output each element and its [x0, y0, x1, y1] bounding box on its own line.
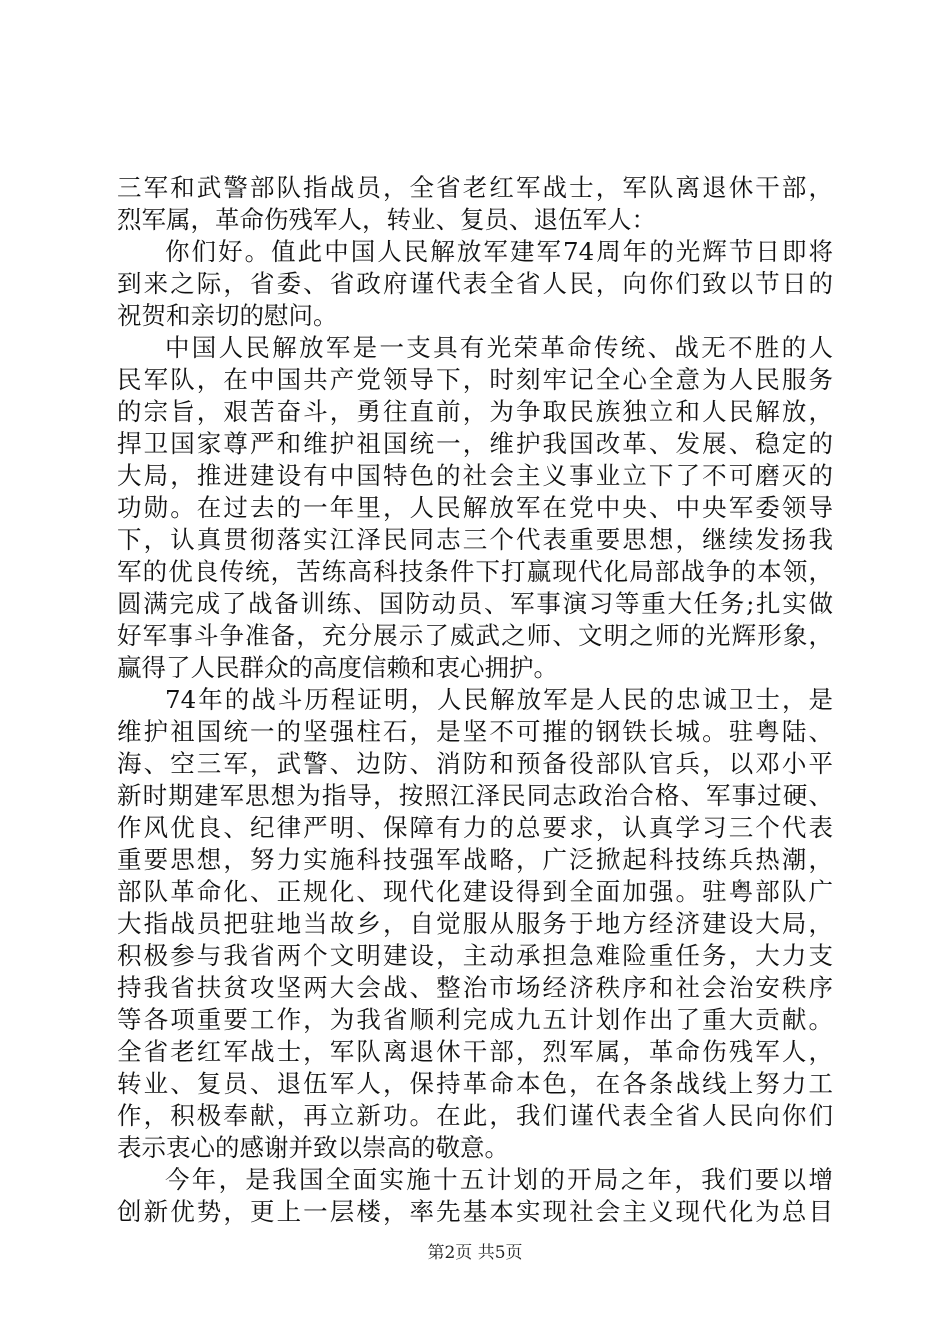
document-body [117, 172, 833, 1228]
text-line: 创新优势，更上一层楼，率先基本实现社会主义现代化为总目 [117, 1197, 833, 1226]
text-line: 74年的战斗历程证明，人民解放军是人民的忠诚卫士，是 [165, 685, 833, 714]
text-line: 下，认真贯彻落实江泽民同志三个代表重要思想，继续发扬我 [117, 525, 833, 554]
text-line: 到来之际，省委、省政府谨代表全省人民，向你们致以节日的 [117, 269, 833, 298]
text-line: 捍卫国家尊严和维护祖国统一，维护我国改革、发展、稳定的 [117, 429, 833, 458]
text-line: 等各项重要工作，为我省顺利完成九五计划作出了重大贡献。 [117, 1005, 833, 1034]
text-line: 海、空三军，武警、边防、消防和预备役部队官兵，以邓小平 [117, 749, 833, 778]
text-line: 积极参与我省两个文明建设，主动承担急难险重任务，大力支 [117, 941, 833, 970]
text-line: 作，积极奉献，再立新功。在此，我们谨代表全省人民向你们 [117, 1101, 833, 1130]
text-line: 维护祖国统一的坚强柱石，是坚不可摧的钢铁长城。驻粤陆、 [117, 717, 833, 746]
text-line: 你们好。值此中国人民解放军建军74周年的光辉节日即将 [165, 237, 833, 266]
text-line: 的宗旨，艰苦奋斗，勇往直前，为争取民族独立和人民解放， [117, 397, 833, 426]
text-line: 大局，推进建设有中国特色的社会主义事业立下了不可磨灭的 [117, 461, 833, 490]
text-line: 赢得了人民群众的高度信赖和衷心拥护。 [117, 653, 558, 682]
text-line: 部队革命化、正规化、现代化建设得到全面加强。驻粤部队广 [117, 877, 833, 906]
text-line: 功勋。在过去的一年里，人民解放军在党中央、中央军委领导 [117, 493, 833, 522]
text-line: 中国人民解放军是一支具有光荣革命传统、战无不胜的人 [165, 333, 833, 362]
text-line: 作风优良、纪律严明、保障有力的总要求，认真学习三个代表 [117, 813, 833, 842]
text-line: 祝贺和亲切的慰问。 [117, 301, 338, 330]
text-line: 转业、复员、退伍军人，保持革命本色，在各条战线上努力工 [117, 1069, 833, 1098]
text-line: 三军和武警部队指战员，全省老红军战士，军队离退休干部， [117, 173, 833, 202]
text-line: 好军事斗争准备，充分展示了威武之师、文明之师的光辉形象， [117, 621, 833, 650]
text-line: 持我省扶贫攻坚两大会战、整治市场经济秩序和社会治安秩序 [117, 973, 833, 1002]
text-line: 重要思想，努力实施科技强军战略，广泛掀起科技练兵热潮， [117, 845, 833, 874]
text-line: 新时期建军思想为指导，按照江泽民同志政治合格、军事过硬、 [117, 781, 833, 810]
text-line: 烈军属，革命伤残军人，转业、复员、退伍军人： [117, 205, 656, 234]
text-line: 表示衷心的感谢并致以崇高的敬意。 [117, 1133, 509, 1162]
page-number-footer: 第2页 共5页 [427, 1243, 523, 1263]
text-line: 全省老红军战士，军队离退休干部，烈军属，革命伤残军人， [117, 1037, 833, 1066]
text-line: 大指战员把驻地当故乡，自觉服从服务于地方经济建设大局， [117, 909, 833, 938]
text-line: 圆满完成了战备训练、国防动员、军事演习等重大任务;扎实做 [117, 589, 833, 618]
text-line: 今年，是我国全面实施十五计划的开局之年，我们要以增 [165, 1165, 833, 1194]
text-line: 民军队，在中国共产党领导下，时刻牢记全心全意为人民服务 [117, 365, 833, 394]
text-line: 军的优良传统，苦练高科技条件下打赢现代化局部战争的本领， [117, 557, 833, 586]
